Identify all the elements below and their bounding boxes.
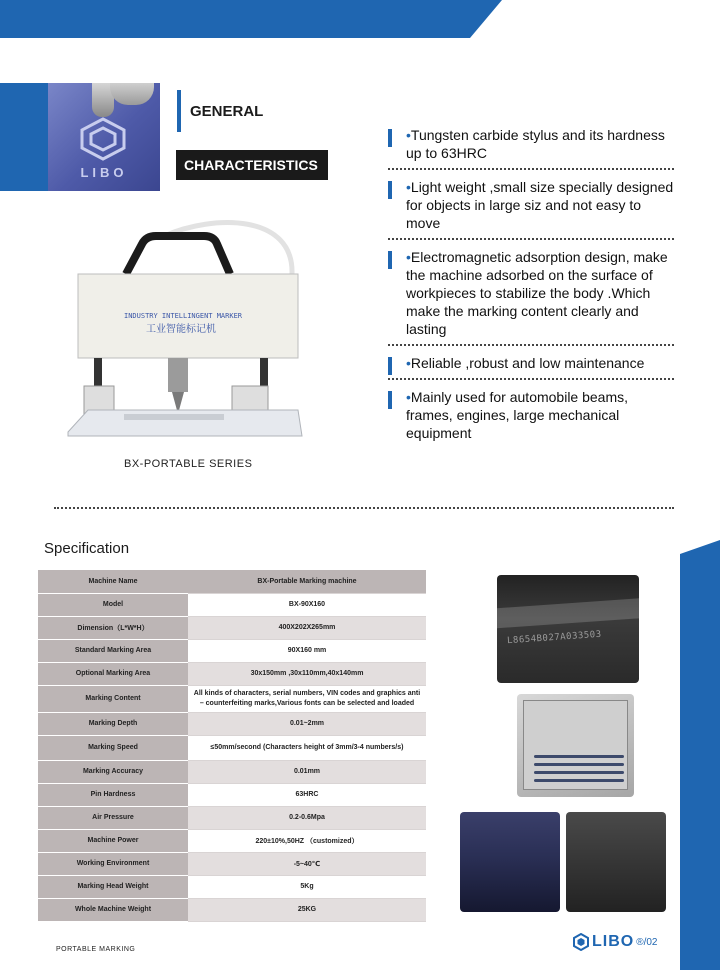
feature-item <box>388 126 674 170</box>
spec-value: 0.01~2mm <box>188 712 426 735</box>
footer-logo <box>572 933 658 951</box>
hexagon-logo-icon <box>78 117 128 161</box>
sample-photo-engine <box>566 812 666 912</box>
feature-item <box>388 388 674 448</box>
spec-value: 0.01mm <box>188 760 426 783</box>
top-blue-band <box>0 0 720 38</box>
spec-value: 25KG <box>188 898 426 921</box>
footer-brand: LIBO <box>592 933 635 950</box>
plate-slot <box>534 779 624 782</box>
engraving-text: L8654B027A033503 <box>506 629 602 647</box>
heading-general: GENERAL <box>190 103 264 120</box>
page-number: ®/02 <box>636 936 658 948</box>
spec-value: 30x150mm ,30x110mm,40x140mm <box>188 662 426 685</box>
table-row <box>38 806 426 829</box>
table-row <box>38 662 426 685</box>
right-blue-band <box>680 540 720 970</box>
spec-key: Air Pressure <box>38 806 188 829</box>
feature-text: Electromagnetic adsorption design, make the machine adsorbed on the surface of workpieces to stabilize the body .Which make the marking content clearly and lasting <box>406 249 668 337</box>
table-row <box>38 852 426 875</box>
spec-value: All kinds of characters, serial numbers, VIN codes and graphics anti – counterfeiting marks,Various fonts can be selected and loaded <box>188 685 426 712</box>
table-row <box>38 685 426 712</box>
plate-slot <box>534 763 624 766</box>
nameplate <box>523 700 628 790</box>
bullet-dot-icon: • <box>406 249 411 265</box>
table-row <box>38 783 426 806</box>
sample-photo-nameplate <box>517 694 634 797</box>
spec-key: Working Environment <box>38 852 188 875</box>
section-divider <box>54 507 674 509</box>
heading-characteristics: CHARACTERISTICS <box>176 150 328 180</box>
footer-label: PORTABLE MARKING <box>56 946 136 953</box>
spec-key: Pin Hardness <box>38 783 188 806</box>
feature-text: Light weight ,small size specially designed for objects in large siz and not easy to move <box>406 179 674 231</box>
specification-table <box>38 570 426 922</box>
spec-value: 400X202X265mm <box>188 616 426 639</box>
table-row <box>38 616 426 639</box>
feature-text: Reliable ,robust and low maintenance <box>410 355 645 371</box>
spec-key: Machine Power <box>38 829 188 852</box>
feature-item <box>388 248 674 346</box>
spec-key: Marking Speed <box>38 735 188 760</box>
spec-value: 0.2-0.6Mpa <box>188 806 426 829</box>
table-row <box>38 760 426 783</box>
metal-shine <box>497 597 639 629</box>
feature-item <box>388 354 674 380</box>
spec-key: Machine Name <box>38 570 188 593</box>
bullet-dot-icon: • <box>406 179 411 195</box>
machine-label-cn: 工业智能标记机 <box>146 324 216 335</box>
left-blue-block <box>0 83 48 191</box>
spec-value: BX-Portable Marking machine <box>188 570 426 593</box>
series-label: BX-PORTABLE SERIES <box>124 458 253 470</box>
feature-accent-bar <box>388 251 392 269</box>
logo-brand-text: LIBO <box>80 165 128 180</box>
feature-text: Mainly used for automobile beams, frames, engines, large mechanical equipment <box>406 389 629 441</box>
table-row <box>38 593 426 616</box>
feature-item <box>388 178 674 240</box>
spec-key: Marking Head Weight <box>38 875 188 898</box>
spec-key: Optional Marking Area <box>38 662 188 685</box>
plate-slot <box>534 771 624 774</box>
spec-key: Marking Depth <box>38 712 188 735</box>
spec-value: BX-90X160 <box>188 593 426 616</box>
spec-value: 220±10%,50HZ （customized） <box>188 829 426 852</box>
feature-accent-bar <box>388 181 392 199</box>
spec-key: Marking Content <box>38 685 188 712</box>
specification-title: Specification <box>44 540 130 557</box>
plate-slot <box>534 755 624 758</box>
bullet-dot-icon: • <box>406 355 411 371</box>
spec-key: Model <box>38 593 188 616</box>
feature-text: Tungsten carbide stylus and its hardness up to 63HRC <box>406 127 665 161</box>
spec-key: Dimension（L*W*H） <box>38 616 188 639</box>
table-row <box>38 875 426 898</box>
table-row <box>38 898 426 921</box>
spec-value: 90X160 mm <box>188 639 426 662</box>
general-accent-bar <box>177 90 181 132</box>
spec-key: Marking Accuracy <box>38 760 188 783</box>
spec-value: ≤50mm/second (Characters height of 3mm/3-4 numbers/s) <box>188 735 426 760</box>
hexagon-logo-icon <box>572 933 590 951</box>
spec-value: 63HRC <box>188 783 426 806</box>
bullet-dot-icon: • <box>406 389 411 405</box>
machine-label-en: INDUSTRY INTELLINGENT MARKER <box>124 312 243 320</box>
spec-value: 5Kg <box>188 875 426 898</box>
spec-key: Standard Marking Area <box>38 639 188 662</box>
feature-accent-bar <box>388 391 392 409</box>
spec-value: -5~40℃ <box>188 852 426 875</box>
stylus-body <box>110 83 154 105</box>
marking-machine-illustration <box>64 214 306 446</box>
logo-photo <box>48 83 160 191</box>
spec-key: Whole Machine Weight <box>38 898 188 921</box>
table-row <box>38 712 426 735</box>
sample-photo-vin-engraving <box>497 575 639 683</box>
feature-accent-bar <box>388 129 392 147</box>
bullet-dot-icon: • <box>406 127 411 143</box>
table-row <box>38 735 426 760</box>
table-row <box>38 639 426 662</box>
features-list <box>388 126 674 456</box>
table-row <box>38 570 426 593</box>
table-row <box>38 829 426 852</box>
feature-accent-bar <box>388 357 392 375</box>
sample-photo-frame <box>460 812 560 912</box>
